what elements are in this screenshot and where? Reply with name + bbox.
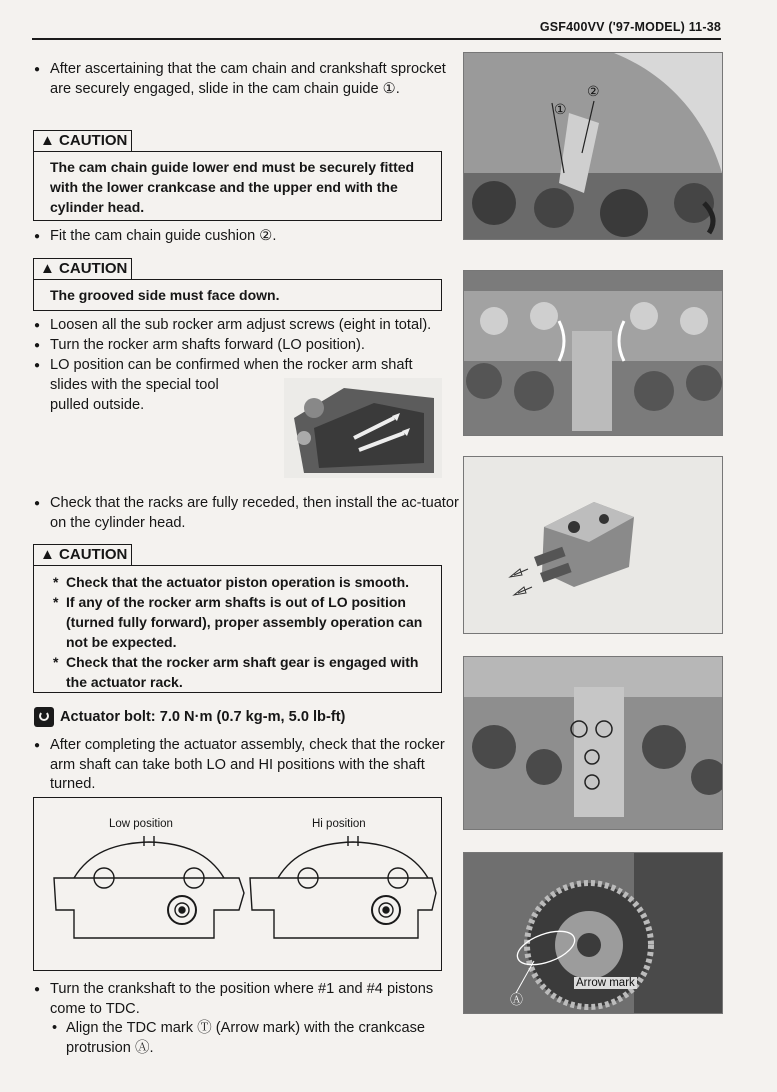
header-rule	[32, 38, 721, 40]
cylinder-head-drawings	[34, 798, 441, 970]
sub-bullet: •	[52, 1020, 58, 1036]
step-align-tdc-text: Align the TDC mark Ⓣ (Arrow mark) with the crankcase protrusion Ⓐ.	[66, 1020, 425, 1056]
warning-triangle-icon: ▲	[40, 260, 55, 277]
photo-crankshaft-tdc	[463, 852, 723, 1014]
warning-triangle-icon: ▲	[40, 132, 55, 149]
caution-item-3: * Check that the rocker arm shaft gear is engaged with the actuator rack.	[50, 652, 436, 692]
arrow-mark-label: Arrow mark	[576, 977, 635, 989]
low-position-label: Low position	[109, 818, 173, 830]
caution-box-1	[33, 151, 442, 221]
step-lo-confirm: ● LO position can be confirmed when the rocker arm shaft	[34, 356, 465, 376]
photo-rocker-arm-shafts	[463, 270, 723, 436]
step-guide-cushion: ● Fit the cam chain guide cushion ②.	[34, 227, 460, 247]
caution-box-3	[33, 565, 442, 693]
torque-spec-text: Actuator bolt: 7.0 N·m (0.7 kg-m, 5.0 lb-ft)	[60, 709, 346, 725]
special-tool-photo	[284, 378, 442, 478]
step-lo-confirm-3: pulled outside.	[50, 397, 145, 413]
page-header: GSF400VV ('97-MODEL) 11-38	[539, 20, 721, 34]
callout-a: Ⓐ	[510, 992, 524, 1007]
torque-spec	[34, 707, 345, 727]
caution-item-1: * Check that the actuator piston operation is smooth.	[50, 572, 436, 592]
step-crankshaft-tdc: ● Turn the crankshaft to the position where #1 and #4 pistons come to TDC.	[34, 980, 460, 1019]
hi-position-label: Hi position	[312, 818, 366, 830]
step-turn-shafts: ● Turn the rocker arm shafts forward (LO position).	[34, 336, 465, 356]
torque-wrench-icon	[34, 707, 54, 727]
callout-2: ②	[587, 83, 600, 99]
caution-box-2	[33, 279, 442, 311]
callout-1: ①	[554, 101, 567, 117]
caution-label: CAUTION	[59, 546, 128, 563]
caution-label: CAUTION	[59, 132, 128, 149]
warning-triangle-icon: ▲	[40, 546, 55, 563]
photo-actuator-installed	[463, 656, 723, 830]
step-lo-confirm-2: slides with the special tool	[50, 377, 219, 393]
photo-actuator	[463, 456, 723, 634]
caution-tag-2	[33, 258, 132, 280]
step-cam-chain-guide: ● After ascertaining that the cam chain and crankshaft sprocket are securely engaged, slide in the cam chain guide ①.	[34, 60, 460, 99]
caution-label: CAUTION	[59, 260, 128, 277]
caution-text-2: The grooved side must face down.	[50, 287, 280, 303]
caution-item-2: * If any of the rocker arm shafts is out of LO position (turned fully forward), proper assembly operation can not be expected.	[50, 592, 438, 652]
step-align-tdc-mark	[50, 1019, 466, 1058]
caution-text-1: The cam chain guide lower end must be securely fitted with the lower crankcase and the upper end with the cylinder head.	[50, 159, 415, 215]
step-loosen-screws: ● Loosen all the sub rocker arm adjust screws (eight in total).	[34, 316, 465, 336]
caution-tag-3	[33, 544, 132, 566]
step-install-actuator: ● Check that the racks are fully receded, then install the ac-tuator on the cylinder head.	[34, 494, 460, 533]
position-diagram	[33, 797, 442, 971]
step-check-lo-hi: ● After completing the actuator assembly, check that the rocker arm shaft can take both LO and HI positions with the shaft turned.	[34, 736, 460, 795]
caution-tag-1	[33, 130, 132, 152]
photo-cam-chain-guide	[463, 52, 723, 240]
